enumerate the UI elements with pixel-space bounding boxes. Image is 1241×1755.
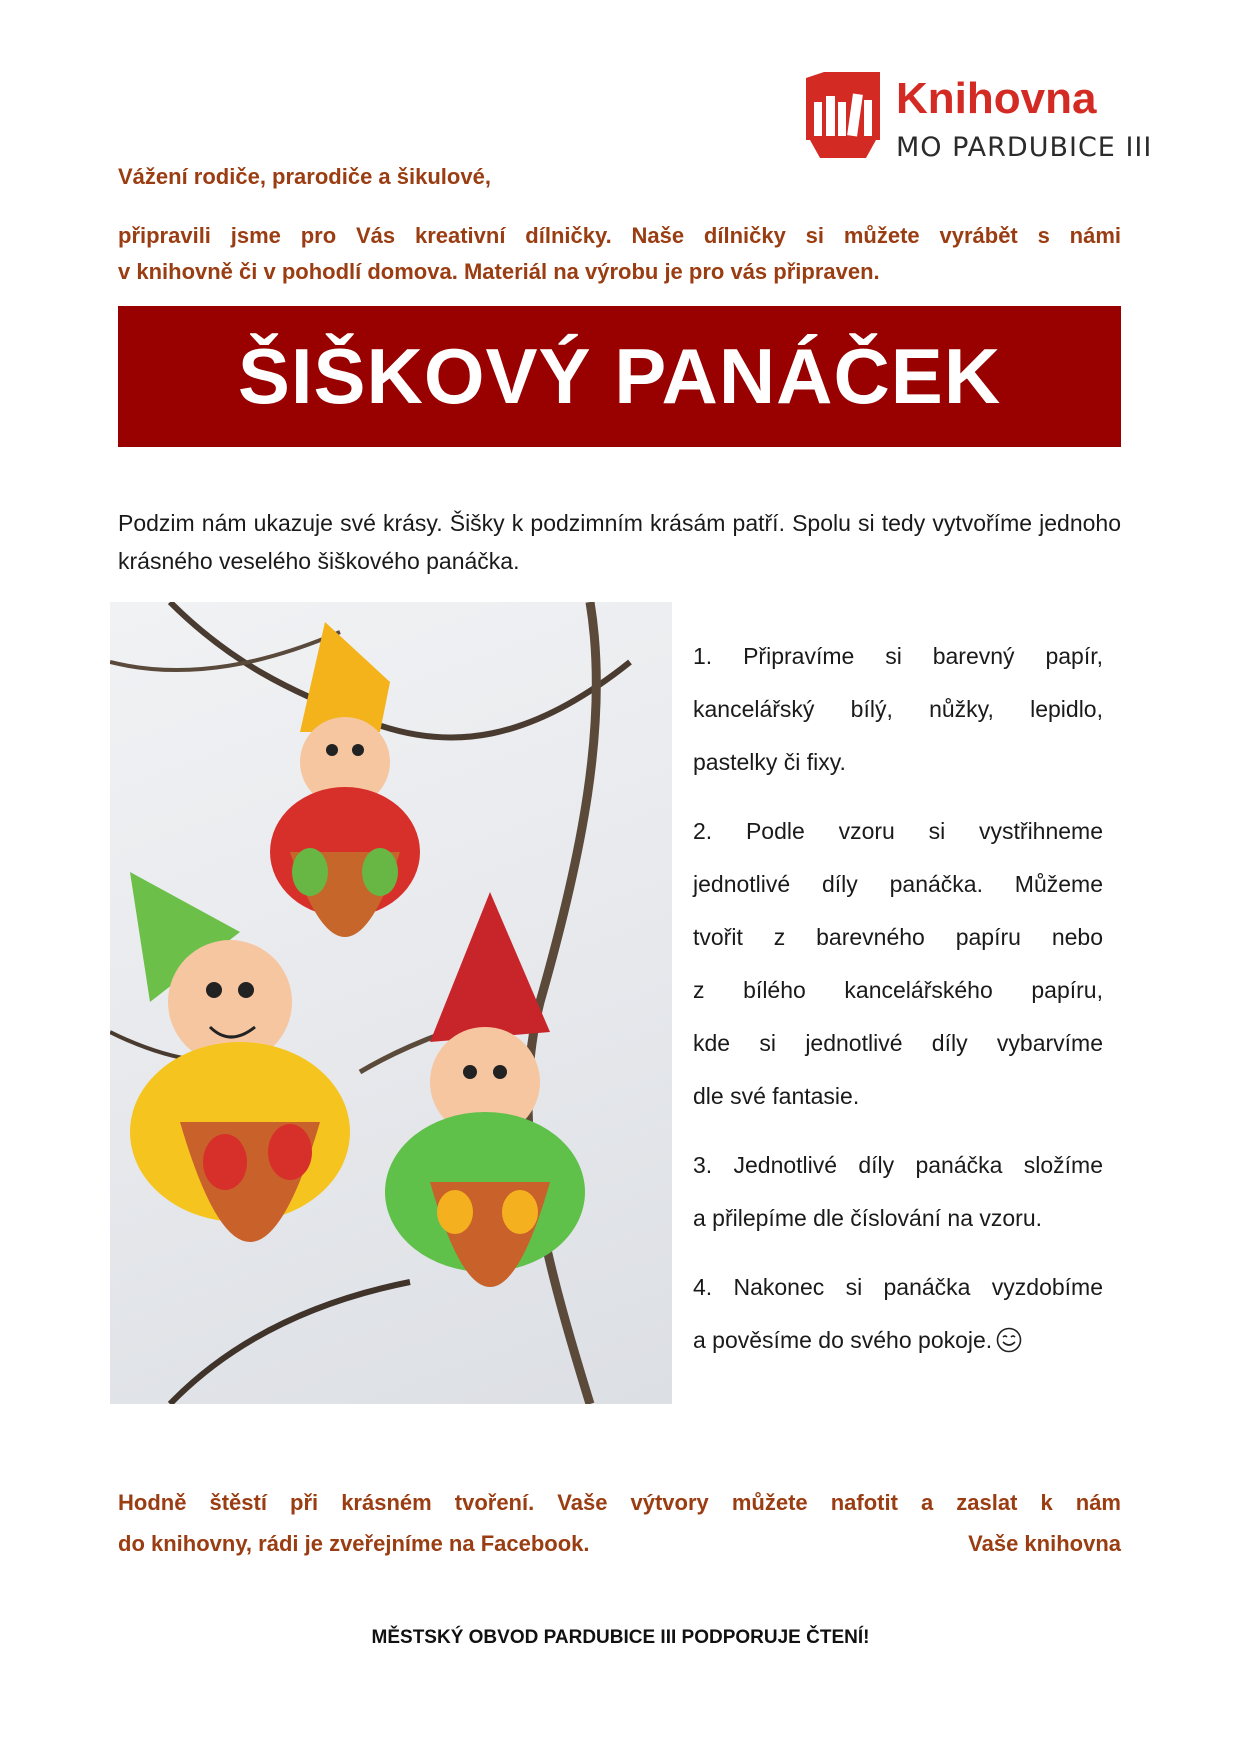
step-line: 3. Jednotlivé díly panáčka složíme [693,1152,1103,1178]
step-line: 4. Nakonec si panáčka vyzdobíme [693,1274,1103,1300]
step-line: dle své fantasie. [693,1083,860,1109]
step-2 [693,805,1103,1123]
closing-paragraph [118,1482,1121,1564]
intro-line: v knihovně či v pohodlí domova. Materiál na výrobu je pro vás připraven. [118,259,880,284]
closing-line: do knihovny, rádi je zveřejníme na Facebook. [118,1531,590,1556]
step-line: tvořit z barevného papíru nebo [693,924,1103,950]
step-1 [693,630,1103,789]
step-line-last [693,1314,1103,1367]
smiley-icon [996,1327,1022,1353]
instruction-steps [693,630,1103,1367]
step-line: jednotlivé díly panáčka. Můžeme [693,871,1103,897]
logo-wordmark: Knihovna [896,74,1097,123]
step-4 [693,1261,1103,1367]
logo-subtitle: MO PARDUBICE III [896,132,1153,163]
page-title: ŠIŠKOVÝ PANÁČEK [237,332,1002,420]
lead-paragraph: Podzim nám ukazuje své krásy. Šišky k podzimním krásám patří. Spolu si tedy vytvoříme jednoho krásného veselého šiškového panáčka. [118,510,1121,574]
step-3 [693,1139,1103,1245]
library-logo [800,72,1153,172]
greeting: Vážení rodiče, prarodiče a šikulové, [118,164,491,189]
step-line: 1. Připravíme si barevný papír, [693,643,1103,669]
intro-line: připravili jsme pro Vás kreativní dílničky. Naše dílničky si můžete vyrábět s námi [118,223,1121,248]
step-line: kde si jednotlivé díly vybarvíme [693,1030,1103,1056]
step-line: kancelářský bílý, nůžky, lepidlo, [693,696,1103,722]
craft-photo [110,602,672,1404]
library-logo-icon [800,72,886,162]
footer-slogan: MĚSTSKÝ OBVOD PARDUBICE III PODPORUJE ČTENÍ! [371,1627,870,1648]
pine-cone-figures-image [110,602,672,1404]
closing-line: Hodně štěstí při krásném tvoření. Vaše výtvory můžete nafotit a zaslat k nám [118,1490,1121,1515]
intro-paragraph [118,218,1121,290]
signature: Vaše knihovna [968,1531,1121,1556]
step-line: a přilepíme dle číslování na vzoru. [693,1205,1043,1231]
step-line: 2. Podle vzoru si vystřihneme [693,818,1103,844]
step-line-text: a pověsíme do svého pokoje. [693,1327,993,1353]
step-line: pastelky či fixy. [693,749,846,775]
step-line: z bílého kancelářského papíru, [693,977,1103,1003]
title-banner [118,306,1121,447]
